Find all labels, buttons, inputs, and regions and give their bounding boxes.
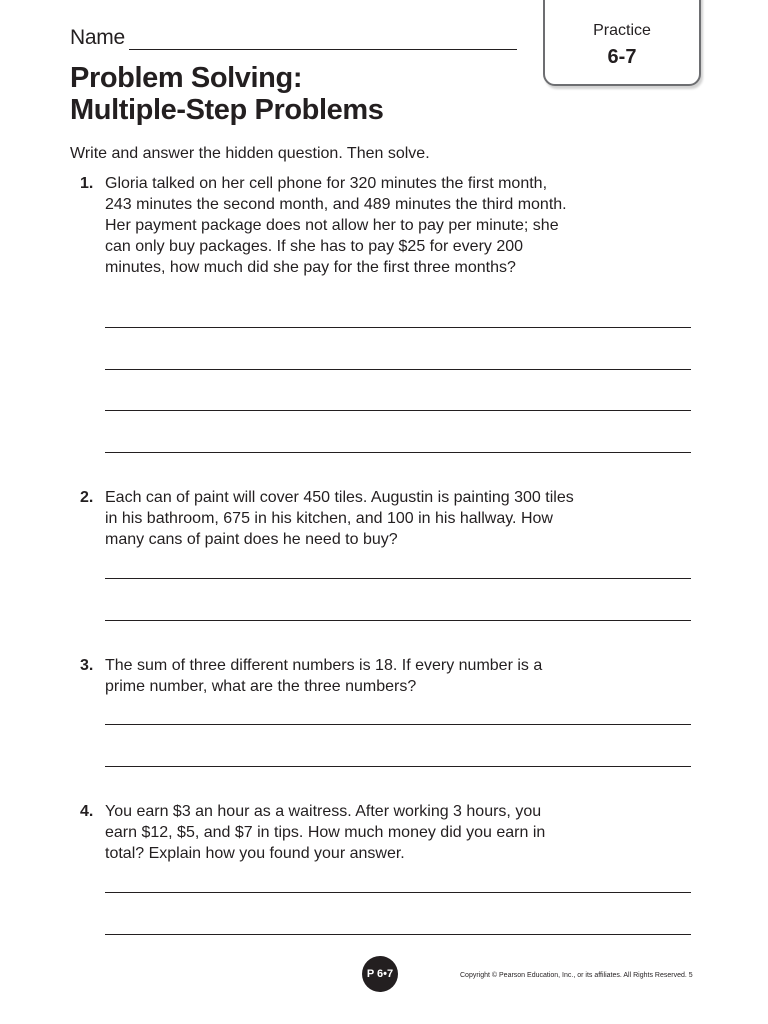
page-title [70, 62, 383, 126]
copyright-notice: Copyright © Pearson Education, Inc., or its affiliates. All Rights Reserved. 5 [460, 972, 693, 979]
answer-line[interactable] [105, 327, 691, 328]
answer-line[interactable] [105, 410, 691, 411]
answer-line[interactable] [105, 369, 691, 370]
problem-number: 1. [80, 175, 94, 192]
answer-line[interactable] [105, 578, 691, 579]
answer-line[interactable] [105, 934, 691, 935]
problem-text: Gloria talked on her cell phone for 320 minutes the first month, 243 minutes the second month, and 489 minutes the third month. Her payment package does not allow her to pay per minute; she can only buy packages. If she has to pay $25 for every 200 minutes, how much did she pay for the first three months? [105, 175, 567, 276]
name-field[interactable] [129, 29, 517, 50]
answer-line[interactable] [105, 892, 691, 893]
answer-line[interactable] [105, 452, 691, 453]
problem-text: The sum of three different numbers is 18. If every number is a prime number, what are the three numbers? [105, 657, 543, 695]
title-line-1: Problem Solving: [70, 62, 303, 94]
problem-number: 4. [80, 803, 94, 820]
name-row [70, 26, 517, 50]
title-line-2: Multiple-Step Problems [70, 94, 384, 126]
practice-label: Practice [593, 22, 651, 39]
problem-text: You earn $3 an hour as a waitress. After working 3 hours, you earn $12, $5, and $7 in tips. How much money did you earn in total? Explain how you found your answer. [105, 803, 546, 862]
answer-line[interactable] [105, 766, 691, 767]
problem-number: 2. [80, 489, 94, 506]
practice-number: 6-7 [607, 46, 637, 68]
answer-line[interactable] [105, 724, 691, 725]
problem-number: 3. [80, 657, 94, 674]
instructions: Write and answer the hidden question. Then solve. [70, 145, 430, 162]
answer-line[interactable] [105, 620, 691, 621]
name-label: Name [70, 26, 125, 49]
page-badge: P 6•7 [362, 956, 398, 992]
practice-tab [543, 0, 701, 86]
problem-text: Each can of paint will cover 450 tiles. Augustin is painting 300 tiles in his bathroom, 675 in his kitchen, and 100 in his hallway. How many cans of paint does he need to buy? [105, 489, 574, 548]
